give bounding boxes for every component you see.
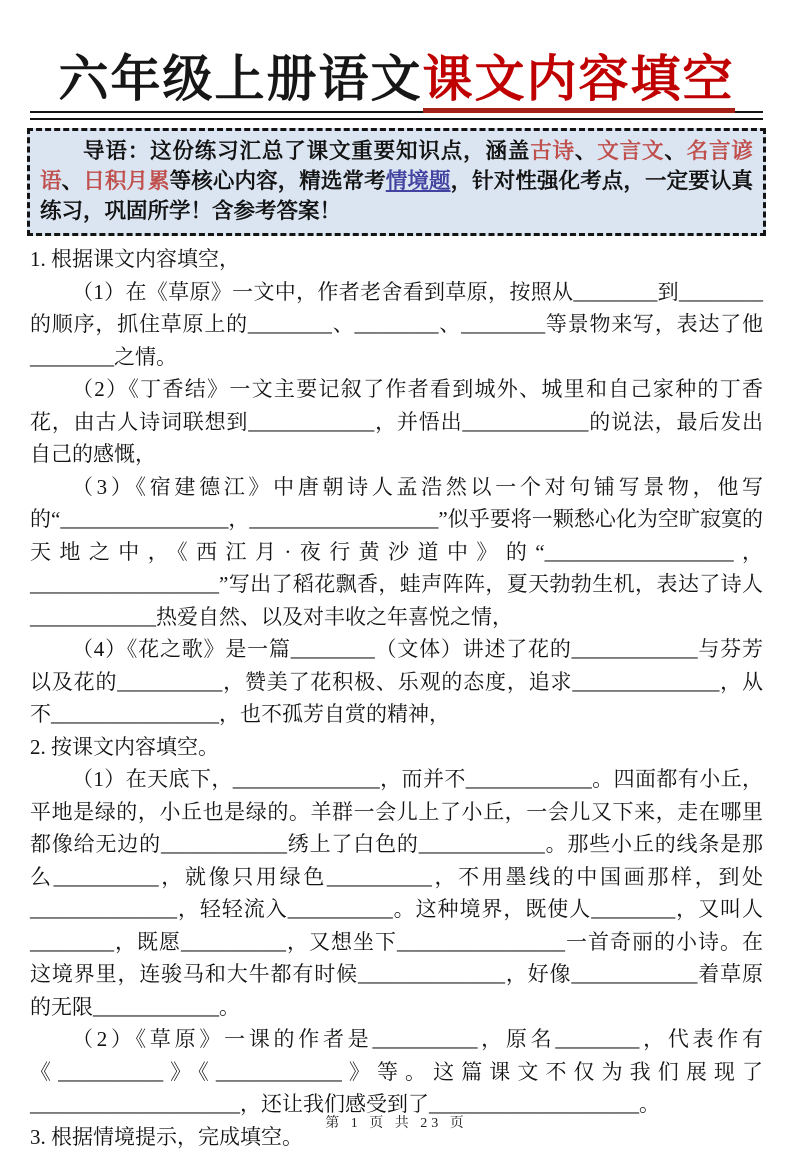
question-1-item-3: （3）《宿建德江》中唐朝诗人孟浩然以一个对句铺写景物，他写的“________________，__________________”似乎要将一颗愁心化为空旷寂寞的天地之中，《西江月·夜行黄沙道中》的“__________________，__________________”写出了稻花飘香，蛙声阵阵，夏天勃勃生机，表达了诗人____________热爱自然、以及对丰收之年喜悦之情， [30, 474, 763, 629]
intro-segment: 等核心内容，精选常考 [169, 169, 386, 193]
page-title-red-part: 课文内容填空 [423, 51, 735, 113]
intro-segment-qingjingti-link: 情境题 [385, 169, 451, 193]
intro-segment: 、 [574, 139, 598, 163]
intro-segment: 、 [664, 139, 687, 163]
intro-box [27, 128, 766, 236]
worksheet-body [30, 243, 763, 1153]
page-title-black-part: 六年级上册语文 [58, 51, 423, 107]
question-2-heading: 2. 按课文内容填空。 [30, 734, 219, 759]
question-2-item-1: （1）在天底下，______________，而并不____________。四面都有小丘，平地是绿的，小丘也是绿的。羊群一会儿上了小丘，一会儿又下来，走在哪里都像给无边的____________绣上了白色的____________。那些小丘的线条是那么__________，就像只用绿色__________，不用墨线的中国画那样，到处______________，轻轻流入__________。这种境界，既使人________，又叫人________，既愿__________，又想坐下________________一首奇丽的小诗。在这境界里，连骏马和大牛都有时候______________，好像____________着草原的无限____________。 [30, 767, 763, 1019]
question-1-item-1: （1）在《草原》一文中，作者老舍看到草原，按照从________到________的顺序，抓住草原上的________、________、________等景物来写，表达了他________之情。 [30, 279, 763, 369]
intro-segment-wenyanwen: 文言文 [597, 139, 665, 163]
page-number-footer: 第 1 页 共 23 页 [325, 1116, 468, 1131]
intro-segment-rijiyuelei: 日积月累 [83, 169, 170, 193]
intro-segment: 、 [61, 169, 84, 193]
question-1-item-4: （4）《花之歌》是一篇________（文体）讲述了花的____________与芬芳以及花的__________，赞美了花积极、乐观的态度，追求______________，从不________________，也不孤芳自赏的精神， [30, 637, 763, 726]
worksheet-page [0, 52, 793, 1174]
question-1-heading: 1. 根据课文内容填空， [30, 247, 240, 271]
intro-segment-gushi: 古诗 [530, 139, 575, 163]
intro-segment: ，针对性强化考点，一定要认真练习，巩固所学！含参考答案！ [40, 169, 753, 223]
question-3-heading: 3. 根据情境提示，完成填空。 [30, 1124, 303, 1149]
question-1-item-2: （2）《丁香结》一文主要记叙了作者看到城外、城里和自己家种的丁香花，由古人诗词联想到____________，并悟出____________的说法，最后发出自己的感慨， [30, 377, 763, 466]
intro-segment-mingyanyanyu: 名言谚语 [40, 139, 753, 193]
question-2-item-2: （2）《草原》一课的作者是__________，原名________，代表作有《__________》《____________》等。这篇课文不仅为我们展现了____________________，还让我们感受到了____________________。 [30, 1027, 763, 1116]
intro-segment: 导语：这份练习汇总了课文重要知识点，涵盖 [83, 139, 531, 163]
page-title [30, 52, 763, 107]
